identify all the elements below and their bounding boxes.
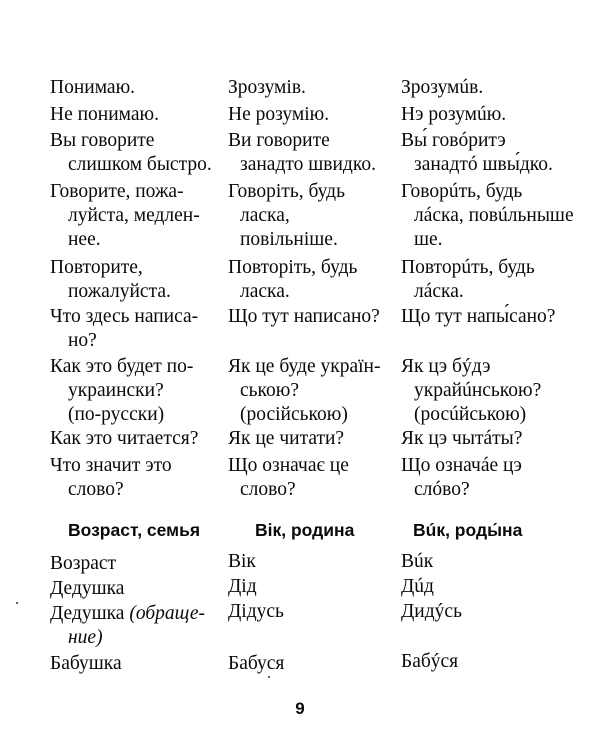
phrase-uk-cont: ласка. xyxy=(240,281,290,302)
phrase-uk-cont: (російською) xyxy=(240,404,348,425)
phrase-ru: Вы говорите xyxy=(50,130,155,151)
phrase-ru: Понимаю. xyxy=(50,77,136,98)
phrase-tr: Як цэ чытáты? xyxy=(401,428,523,449)
phrase-tr: Нэ розумúю. xyxy=(401,104,507,125)
phrase-ru: Повторите, xyxy=(50,257,143,278)
phrase-uk: Що тут написано? xyxy=(228,306,380,327)
scan-speck xyxy=(16,602,18,604)
phrase-tr-cont: лáска. xyxy=(414,281,464,302)
phrase-ru: Что значит это xyxy=(50,455,172,476)
section-heading-ru: Возраст, семья xyxy=(68,520,201,540)
phrase-tr-cont: слóво? xyxy=(414,479,470,500)
phrase-tr: Зрозумúв. xyxy=(401,77,484,98)
section-heading-tr: Вúк, роды́на xyxy=(413,520,523,540)
phrase-uk: Зрозумів. xyxy=(228,77,306,98)
section-heading-uk: Вік, родина xyxy=(255,520,355,540)
phrase-tr: Говорúть, будь xyxy=(401,181,523,202)
phrase-tr: Що тут напы́сано? xyxy=(401,306,556,327)
phrase-ru-cont: но? xyxy=(68,330,97,351)
vocab-uk: Дід xyxy=(228,576,257,597)
phrase-tr: Як цэ бýдэ xyxy=(401,356,491,377)
phrase-uk-cont: ською? xyxy=(240,380,300,401)
vocab-uk: Вік xyxy=(228,551,256,572)
phrase-ru-cont: слишком быстро. xyxy=(68,154,212,175)
vocab-ru-cont xyxy=(68,626,103,650)
phrase-uk: Як це буде україн- xyxy=(228,356,381,377)
vocab-uk: Бабуся xyxy=(228,653,285,674)
phrase-uk-cont: слово? xyxy=(240,479,296,500)
phrase-tr: Що означáе цэ xyxy=(401,455,522,476)
vocab-tr: Дидýсь xyxy=(401,601,462,622)
phrase-ru: Как это читается? xyxy=(50,428,199,449)
vocab-tr: Дúд xyxy=(401,576,434,597)
phrase-ru-cont: нее. xyxy=(68,229,101,250)
phrase-uk: Не розумію. xyxy=(228,104,330,125)
vocab-ru: Возраст xyxy=(50,553,117,574)
phrase-tr-cont: украйúнською? xyxy=(414,380,542,401)
phrase-ru-cont: пожалуйста. xyxy=(68,281,171,302)
phrase-tr-cont: (росúйською) xyxy=(414,404,527,425)
phrase-uk: Як це читати? xyxy=(228,428,345,449)
phrase-tr-cont: ше. xyxy=(414,229,443,250)
page-number: 9 xyxy=(295,699,305,718)
phrase-tr-cont: занадтó швы́дко. xyxy=(414,154,553,175)
vocab-ru xyxy=(50,602,205,626)
phrase-ru-cont: (по-русски) xyxy=(68,404,165,425)
phrase-uk: Ви говорите xyxy=(228,130,330,151)
phrase-tr-cont: лáска, повúльныше xyxy=(414,205,574,226)
phrase-uk-cont: повільніше. xyxy=(240,229,338,250)
vocab-uk: Дідусь xyxy=(228,601,284,622)
vocab-ru-note: (обраще- xyxy=(129,603,205,624)
phrase-ru-cont: украински? xyxy=(68,380,164,401)
phrase-ru: Говорите, пожа- xyxy=(50,181,184,202)
phrase-uk: Що означає це xyxy=(228,455,349,476)
vocab-ru-note-cont: ние) xyxy=(68,627,103,648)
phrase-ru-cont: луйста, медлен- xyxy=(68,205,200,226)
phrase-ru: Что здесь написа- xyxy=(50,306,199,327)
phrase-uk: Повторіть, будь xyxy=(228,257,358,278)
vocab-tr: Бабýся xyxy=(401,651,459,672)
phrase-uk: Говоріть, будь xyxy=(228,181,345,202)
phrase-uk-cont: занадто швидко. xyxy=(240,154,376,175)
phrase-tr: Повторúть, будь xyxy=(401,257,535,278)
scan-speck xyxy=(268,676,270,678)
vocab-tr: Вúк xyxy=(401,551,434,572)
phrase-ru: Как это будет по- xyxy=(50,356,194,377)
phrase-ru: Не понимаю. xyxy=(50,104,159,125)
phrase-tr: Вы́ говóритэ xyxy=(401,130,506,151)
phrase-ru-cont: слово? xyxy=(68,479,124,500)
vocab-ru: Бабушка xyxy=(50,653,122,674)
vocab-ru: Дедушка xyxy=(50,578,125,599)
phrase-uk-cont: ласка, xyxy=(240,205,290,226)
vocab-ru-word: Дедушка xyxy=(50,603,125,624)
